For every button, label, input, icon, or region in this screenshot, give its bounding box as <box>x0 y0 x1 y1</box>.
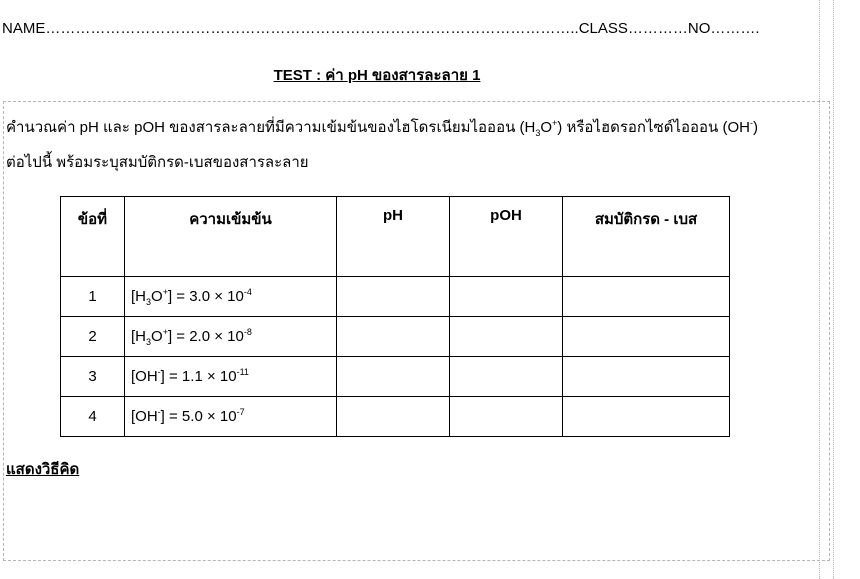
ion-text: O <box>151 288 163 305</box>
instruction-line-2: ต่อไปนี้ พร้อมระบุสมบัติกรด-เบสของสารละลาย <box>6 154 309 171</box>
row-number: 3 <box>61 357 125 397</box>
subscript: 3 <box>535 128 541 138</box>
poh-answer-cell[interactable] <box>450 397 563 437</box>
row-number: 2 <box>61 317 125 357</box>
header-acid-base-property: สมบัติกรด - เบส <box>563 197 730 277</box>
instruction-text: ) <box>752 119 758 136</box>
name-blank: …………………………………………………………………………………………….. <box>45 20 579 37</box>
margin-guide-line <box>833 0 834 579</box>
header-no: ข้อที่ <box>61 197 125 277</box>
ion-text: ] = 2.0 × 10 <box>167 328 244 345</box>
student-info-line <box>2 20 818 37</box>
no-blank: ………. <box>710 20 760 37</box>
table-row <box>61 277 730 317</box>
poh-answer-cell[interactable] <box>450 357 563 397</box>
superscript: - <box>157 407 161 417</box>
ph-answer-cell[interactable] <box>337 357 450 397</box>
ion-text: [OH <box>131 368 158 385</box>
property-answer-cell[interactable] <box>563 317 730 357</box>
superscript: - <box>749 118 753 128</box>
table-row <box>61 397 730 437</box>
instruction-line-1 <box>6 115 758 139</box>
exponent: -4 <box>243 287 252 297</box>
table-row <box>61 357 730 397</box>
concentration-cell <box>125 317 337 357</box>
superscript: - <box>157 367 161 377</box>
ion-text: [H <box>131 288 146 305</box>
ion-text: ] = 3.0 × 10 <box>167 288 244 305</box>
superscript: + <box>552 118 558 128</box>
ion-text: ] = 5.0 × 10 <box>160 408 237 425</box>
instruction-text: ) หรือไฮดรอกไซด์ไอออน (OH <box>557 119 750 136</box>
header-poh: pOH <box>450 197 563 277</box>
ph-answer-cell[interactable] <box>337 317 450 357</box>
class-label: CLASS <box>578 20 628 37</box>
subscript: 3 <box>146 337 152 347</box>
poh-answer-cell[interactable] <box>450 317 563 357</box>
row-number: 4 <box>61 397 125 437</box>
concentration-cell <box>125 357 337 397</box>
ion-text: [OH <box>131 408 158 425</box>
superscript: + <box>162 287 168 297</box>
property-answer-cell[interactable] <box>563 357 730 397</box>
table-header-row <box>61 197 730 277</box>
ph-answer-cell[interactable] <box>337 277 450 317</box>
no-label: NO <box>687 20 711 37</box>
table-row <box>61 317 730 357</box>
header-ph: pH <box>337 197 450 277</box>
concentration-cell <box>125 397 337 437</box>
name-label: NAME <box>2 20 46 37</box>
show-work-label: แสดงวิธีคิด <box>6 461 80 478</box>
exponent: -11 <box>236 367 249 377</box>
subscript: 3 <box>146 297 152 307</box>
poh-answer-cell[interactable] <box>450 277 563 317</box>
property-answer-cell[interactable] <box>563 397 730 437</box>
concentration-cell <box>125 277 337 317</box>
superscript: + <box>162 327 168 337</box>
test-title: TEST : ค่า pH ของสารละลาย 1 <box>273 67 481 84</box>
ion-text: O <box>151 328 163 345</box>
class-blank: ………… <box>627 20 688 37</box>
row-number: 1 <box>61 277 125 317</box>
property-answer-cell[interactable] <box>563 277 730 317</box>
instruction-text: คำนวณค่า pH และ pOH ของสารละลายที่มีความเข้มข้นของไฮโดรเนียมไอออน (H <box>6 119 536 136</box>
ion-text: ] = 1.1 × 10 <box>160 368 237 385</box>
ion-text: [H <box>131 328 146 345</box>
ph-answer-cell[interactable] <box>337 397 450 437</box>
exponent: -7 <box>236 407 245 417</box>
instruction-text: O <box>540 119 553 136</box>
question-table <box>60 196 730 437</box>
exponent: -8 <box>243 327 252 337</box>
header-concentration: ความเข้มข้น <box>125 197 337 277</box>
